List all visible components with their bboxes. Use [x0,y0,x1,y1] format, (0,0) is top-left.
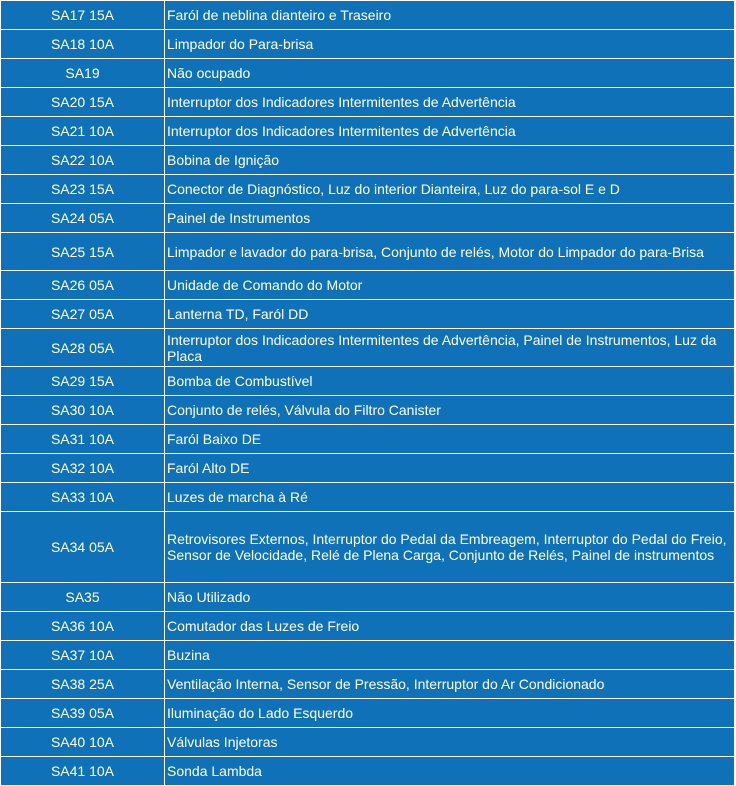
table-row [1,512,735,583]
fuse-code: SA39 05A [1,699,165,728]
table-row [1,699,735,728]
fuse-code: SA36 10A [1,612,165,641]
table-row [1,175,735,204]
fuse-code: SA33 10A [1,483,165,512]
fuse-code: SA31 10A [1,425,165,454]
table-row [1,670,735,699]
table-row [1,30,735,59]
fuse-description: Interruptor dos Indicadores Intermitentes de Advertência, Painel de Instrumentos, Luz da Placa [165,329,735,367]
table-row [1,233,735,271]
table-row [1,300,735,329]
fuse-description: Conector de Diagnóstico, Luz do interior Dianteira, Luz do para-sol E e D [165,175,735,204]
fuse-description: Ventilação Interna, Sensor de Pressão, Interruptor do Ar Condicionado [165,670,735,699]
fuse-description: Limpador e lavador do para-brisa, Conjunto de relés, Motor do Limpador do para-Brisa [165,233,735,271]
fuse-code: SA22 10A [1,146,165,175]
fuse-description: Luzes de marcha à Ré [165,483,735,512]
fuse-description: Válvulas Injetoras [165,728,735,757]
table-row [1,583,735,612]
table-row [1,329,735,367]
table-row [1,1,735,30]
fuse-code: SA17 15A [1,1,165,30]
fuse-description: Conjunto de relés, Válvula do Filtro Canister [165,396,735,425]
fuse-description: Faról de neblina dianteiro e Traseiro [165,1,735,30]
fuse-code: SA35 [1,583,165,612]
fuse-code: SA41 10A [1,757,165,786]
fuse-code: SA25 15A [1,233,165,271]
fuse-code: SA21 10A [1,117,165,146]
fuse-code: SA38 25A [1,670,165,699]
fuse-code: SA29 15A [1,367,165,396]
table-row [1,454,735,483]
fuse-code: SA28 05A [1,329,165,367]
fuse-code: SA24 05A [1,204,165,233]
fuse-description: Não ocupado [165,59,735,88]
table-row [1,757,735,786]
fuse-description: Painel de Instrumentos [165,204,735,233]
fuse-description: Retrovisores Externos, Interruptor do Pedal da Embreagem, Interruptor do Pedal do Freio, Sensor de Velocidade, Relé de Plena Carga, Conjunto de Relés, Painel de instrumentos [165,512,735,583]
table-row [1,146,735,175]
fuse-code: SA32 10A [1,454,165,483]
fuse-description: Bomba de Combustível [165,367,735,396]
table-row [1,728,735,757]
fuse-code: SA40 10A [1,728,165,757]
table-row [1,612,735,641]
fuse-description: Faról Alto DE [165,454,735,483]
table-row [1,483,735,512]
table-row [1,88,735,117]
fuse-code: SA27 05A [1,300,165,329]
fuse-code: SA26 05A [1,271,165,300]
table-row [1,396,735,425]
fuse-code: SA20 15A [1,88,165,117]
fuse-description: Iluminação do Lado Esquerdo [165,699,735,728]
fuse-description: Comutador das Luzes de Freio [165,612,735,641]
fuse-description: Buzina [165,641,735,670]
fuse-code: SA30 10A [1,396,165,425]
fuse-description: Lanterna TD, Faról DD [165,300,735,329]
fuse-description: Unidade de Comando do Motor [165,271,735,300]
table-row [1,59,735,88]
fuse-description: Não Utilizado [165,583,735,612]
fuse-description: Interruptor dos Indicadores Intermitentes de Advertência [165,88,735,117]
fuse-code: SA19 [1,59,165,88]
fuse-description: Sonda Lambda [165,757,735,786]
fuse-code: SA34 05A [1,512,165,583]
table-row [1,641,735,670]
table-row [1,425,735,454]
fuse-description: Bobina de Ignição [165,146,735,175]
fuse-description: Faról Baixo DE [165,425,735,454]
fuse-table-body [1,1,735,786]
fuse-description: Interruptor dos Indicadores Intermitentes de Advertência [165,117,735,146]
fuse-description: Limpador do Para-brisa [165,30,735,59]
table-row [1,204,735,233]
table-row [1,271,735,300]
fuse-code: SA18 10A [1,30,165,59]
fuse-code: SA37 10A [1,641,165,670]
fuse-code: SA23 15A [1,175,165,204]
table-row [1,367,735,396]
table-row [1,117,735,146]
